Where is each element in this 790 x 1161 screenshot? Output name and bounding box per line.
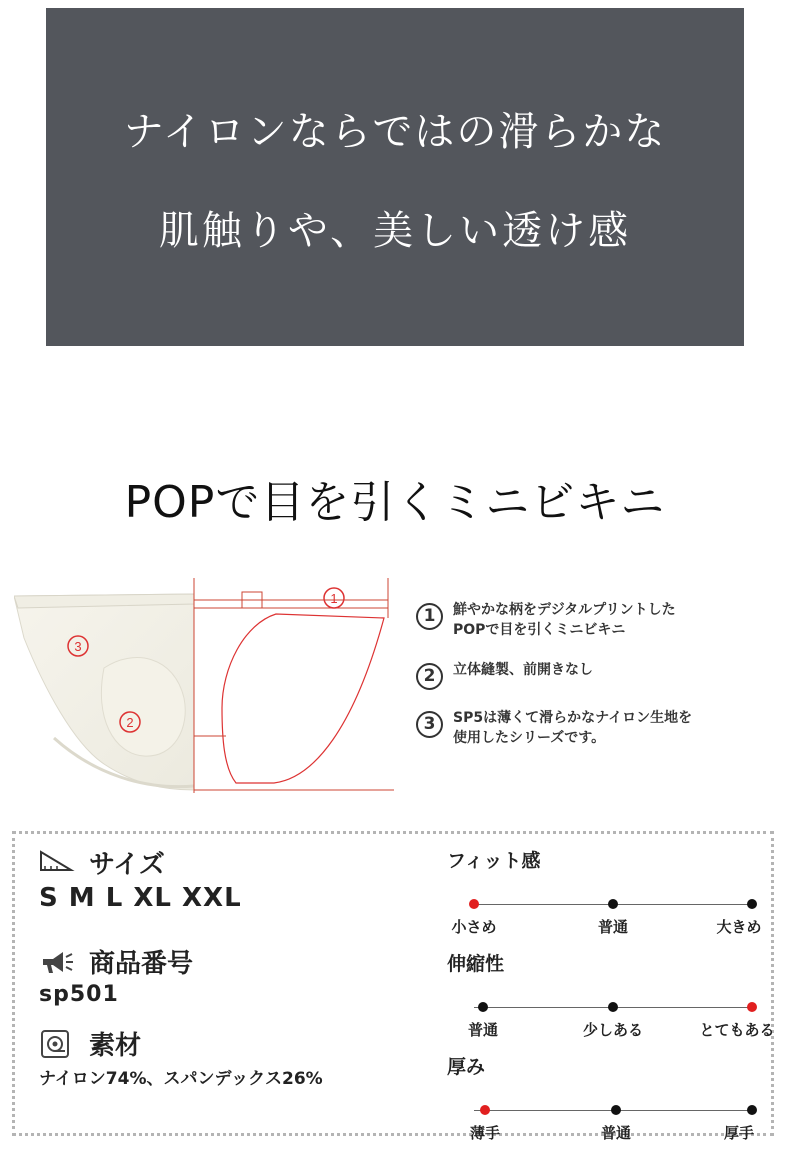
stretch-scale-title: 伸縮性 xyxy=(447,953,505,975)
svg-text:2: 2 xyxy=(126,715,134,730)
thickness-scale-title: 厚み xyxy=(447,1056,486,1078)
banner-line-2: 肌触りや、美しい透け感 xyxy=(158,208,632,254)
feature-number: 1 xyxy=(416,603,443,630)
size-title-label: サイズ xyxy=(89,850,165,880)
fabric-roll-icon xyxy=(39,1029,75,1059)
scale-dot xyxy=(608,899,618,909)
feature-list xyxy=(416,600,776,764)
feature-text xyxy=(453,600,676,640)
scale-dot-selected xyxy=(480,1105,490,1115)
feature-1-line-1: 鮮やかな柄をデジタルプリントした xyxy=(453,602,676,618)
feature-item xyxy=(416,708,776,748)
scale-label: 普通 xyxy=(597,918,629,936)
material-title-label: 素材 xyxy=(89,1031,142,1061)
size-title xyxy=(39,844,419,881)
product-number-title xyxy=(39,943,419,980)
scale-label: 大きめ xyxy=(716,918,762,936)
banner-line-1: ナイロンならではの滑らかな xyxy=(123,109,667,155)
feature-number: 2 xyxy=(416,663,443,690)
marker-1 xyxy=(324,588,344,608)
scale-label: 普通 xyxy=(600,1124,632,1142)
product-diagram-svg xyxy=(14,578,394,798)
product-diagram xyxy=(14,578,394,798)
product-number-value: sp501 xyxy=(39,982,119,1007)
svg-text:1: 1 xyxy=(330,591,338,606)
feature-1-line-2: POPで目を引くミニビキニ xyxy=(453,622,626,638)
spec-scales xyxy=(447,846,775,1155)
feature-text: 立体縫製、前開きなし xyxy=(453,662,593,678)
product-number-title-label: 商品番号 xyxy=(89,949,194,979)
scale-dot xyxy=(747,899,757,909)
scale-label: とてもある xyxy=(699,1021,775,1039)
thickness-scale xyxy=(447,1052,763,1155)
hero-banner xyxy=(46,8,744,346)
fit-scale xyxy=(447,846,763,949)
scale-dot xyxy=(478,1002,488,1012)
garment-outline xyxy=(222,614,384,783)
scale-label: 薄手 xyxy=(469,1124,501,1142)
scale-label: 小さめ xyxy=(451,918,497,936)
ruler-icon xyxy=(39,848,75,878)
spec-left xyxy=(39,844,419,1089)
feature-item xyxy=(416,660,776,690)
scale-dot xyxy=(611,1105,621,1115)
scale-dot-selected xyxy=(469,899,479,909)
scale-label: 普通 xyxy=(467,1021,499,1039)
material-title xyxy=(39,1025,419,1062)
svg-text:3: 3 xyxy=(74,639,82,654)
scale-label: 少しある xyxy=(582,1021,644,1039)
scale-dot xyxy=(608,1002,618,1012)
feature-text xyxy=(453,708,692,748)
feature-3-line-2: 使用したシリーズです。 xyxy=(453,730,606,746)
megaphone-icon xyxy=(39,947,75,977)
scale-dot-selected xyxy=(747,1002,757,1012)
scale-label: 厚手 xyxy=(723,1124,755,1142)
spec-box xyxy=(12,831,775,1142)
feature-item xyxy=(416,600,776,640)
feature-number: 3 xyxy=(416,711,443,738)
size-value: S M L XL XXL xyxy=(39,883,242,913)
fit-scale-title: フィット感 xyxy=(447,850,541,872)
material-value: ナイロン74%、スパンデックス26% xyxy=(39,1069,323,1089)
scale-dot xyxy=(747,1105,757,1115)
section-headline: POPで目を引くミニビキニ xyxy=(124,477,666,528)
feature-3-line-1: SP5は薄くて滑らかなナイロン生地を xyxy=(453,710,693,726)
stretch-scale xyxy=(447,949,775,1052)
